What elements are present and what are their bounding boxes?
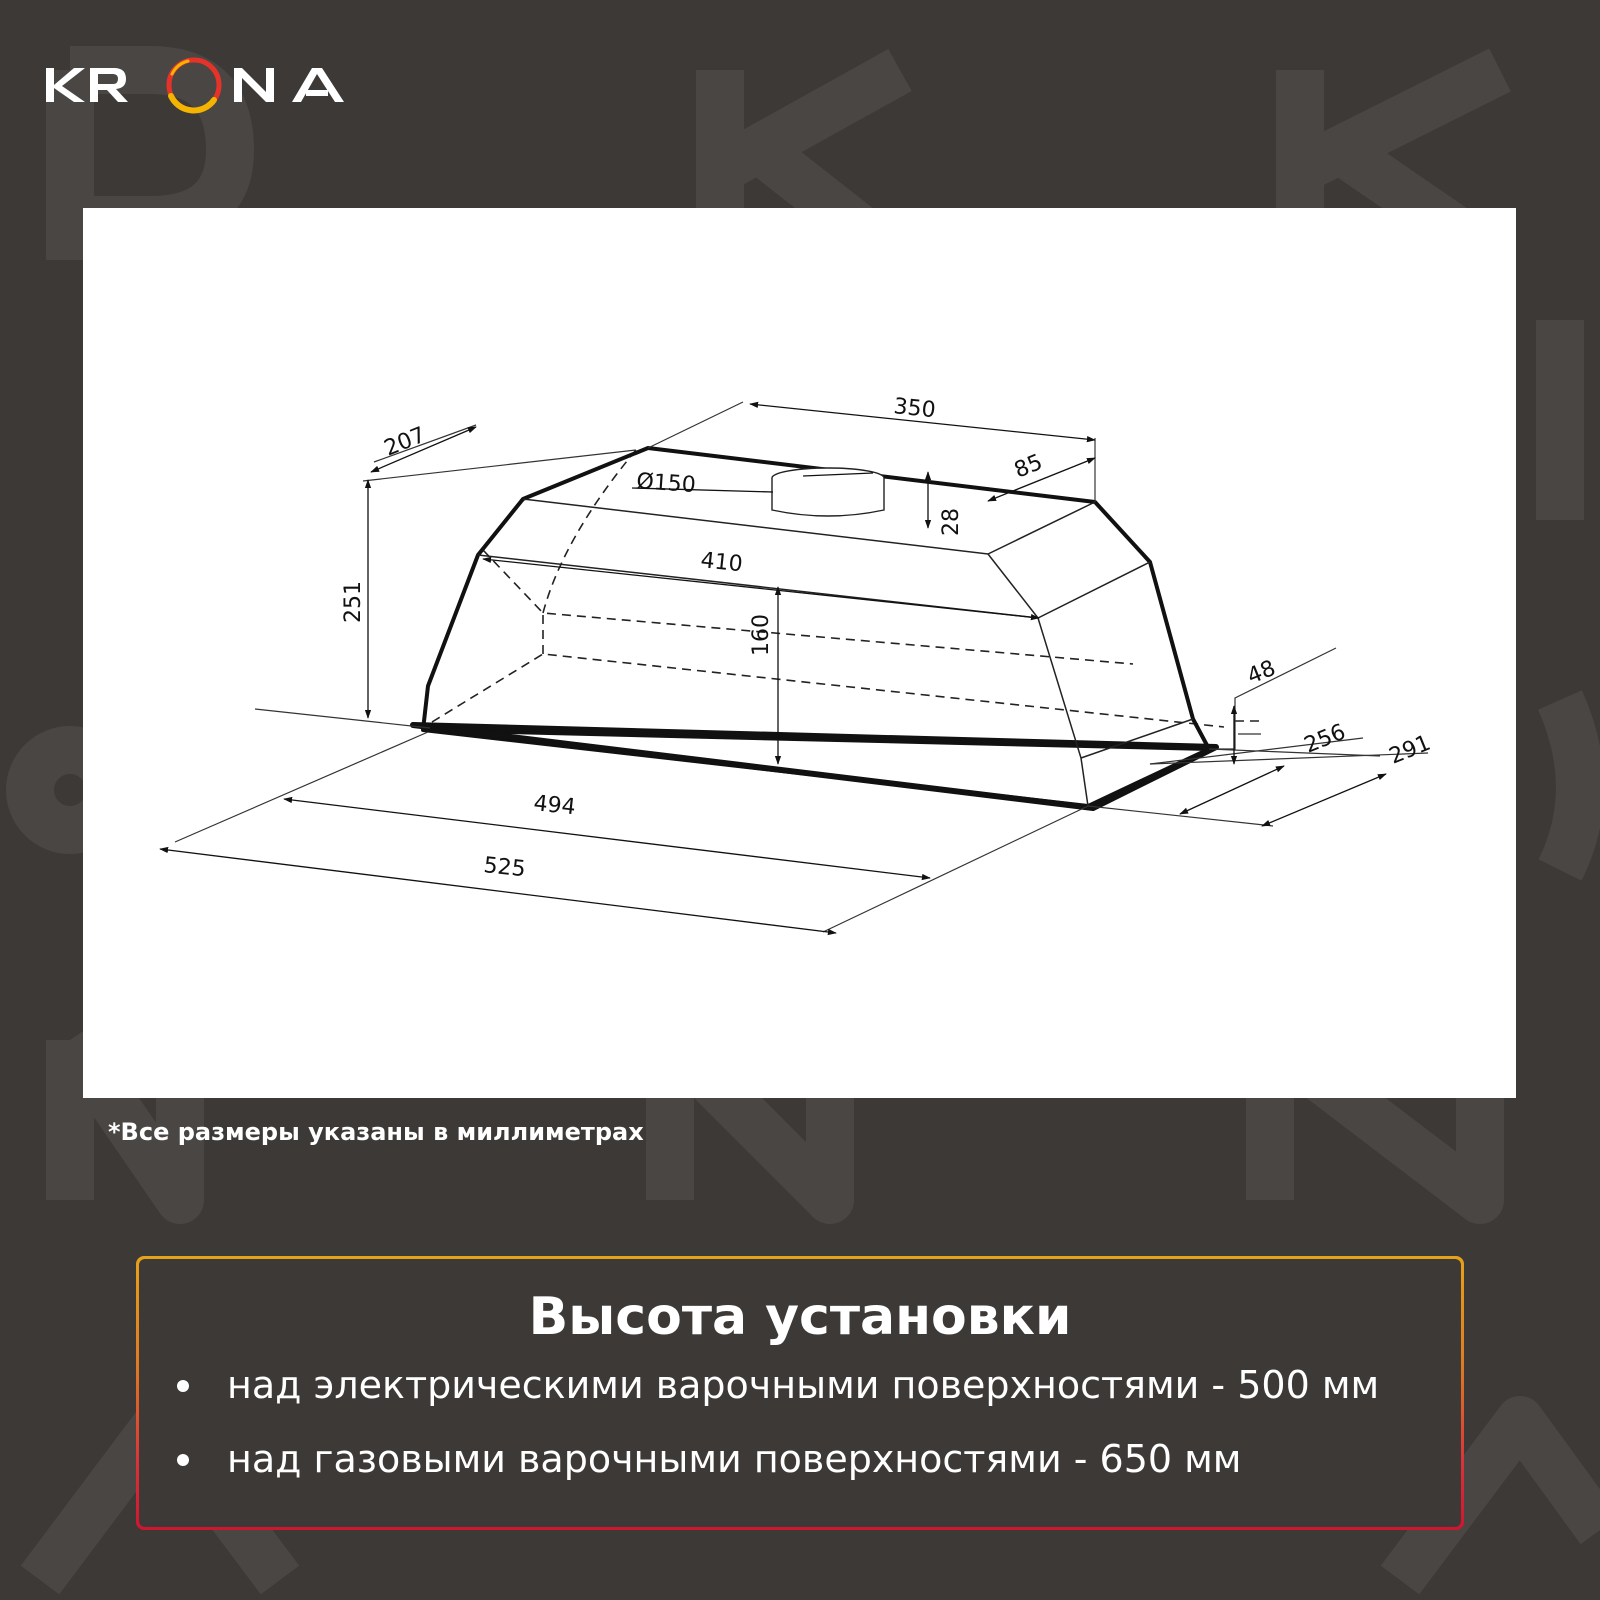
install-height-box <box>136 1256 1464 1530</box>
dim-410: 410 <box>699 548 744 578</box>
hood-dimension-drawing <box>83 208 1516 1098</box>
dim-diameter-150: Ø150 <box>635 469 697 499</box>
dim-28: 28 <box>939 508 964 536</box>
dim-350: 350 <box>892 394 937 424</box>
dim-207: 207 <box>380 422 430 462</box>
install-height-inner <box>139 1259 1461 1527</box>
install-height-title: Высота установки <box>528 1287 1072 1347</box>
bullet-icon <box>177 1380 189 1392</box>
dim-160: 160 <box>749 614 774 656</box>
units-note: *Все размеры указаны в миллиметрах <box>108 1118 644 1146</box>
dim-48: 48 <box>1243 655 1280 690</box>
bullet-icon <box>177 1454 189 1466</box>
list-item-text: над электрическими варочными поверхностями - 500 мм <box>227 1363 1380 1407</box>
dim-525: 525 <box>482 853 527 883</box>
dimension-drawing-panel <box>83 208 1516 1098</box>
list-item-text: над газовыми варочными поверхностями - 650 мм <box>227 1437 1242 1481</box>
dim-291: 291 <box>1385 730 1435 770</box>
list-item <box>139 1437 1461 1481</box>
dim-494: 494 <box>532 791 577 821</box>
dim-256: 256 <box>1300 719 1350 759</box>
list-item <box>139 1363 1461 1407</box>
install-height-list <box>139 1363 1461 1481</box>
dim-251: 251 <box>341 581 366 623</box>
dim-85: 85 <box>1010 449 1047 484</box>
krona-logo <box>44 52 354 116</box>
